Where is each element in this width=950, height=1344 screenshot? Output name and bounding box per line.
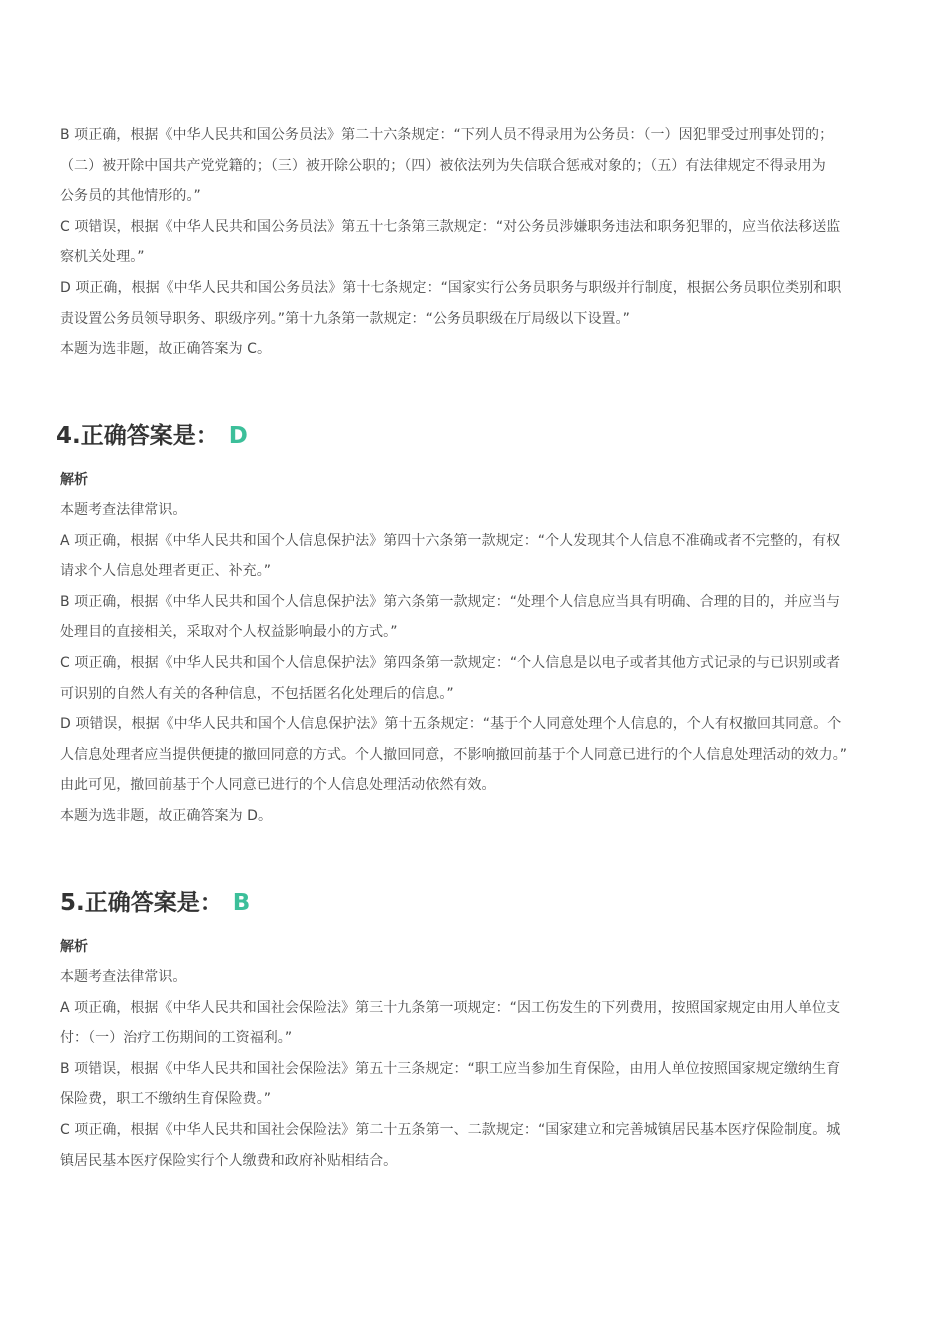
question-5-heading (60, 888, 250, 918)
paragraph-line: 责设置公务员领导职务、职级序列。”第十九条第一款规定：“公务员职级在厅局级以下设置。” (60, 310, 630, 327)
section-3-explanation (60, 120, 905, 365)
paragraph-line: 公务员的其他情形的。” (60, 188, 201, 205)
paragraph-line: 付：（一）治疗工伤期间的工资福利。” (60, 1030, 293, 1047)
paragraph-line: 镇居民基本医疗保险实行个人缴费和政府补贴相结合。 (60, 1152, 398, 1169)
heading-prefix: 5.正确答案是： (60, 890, 223, 916)
paragraph-line: D 项错误，根据《中华人民共和国个人信息保护法》第十五条规定：“基于个人同意处理个人信息的，个人有权撤回其同意。个 (60, 716, 842, 733)
analysis-label: 解析 (60, 939, 88, 955)
correct-answer: D (228, 423, 248, 449)
paragraph-line: 本题考查法律常识。 (60, 502, 187, 518)
paragraph-line: 保险费，职工不缴纳生育保险费。” (60, 1091, 272, 1108)
paragraph-line: C 项错误，根据《中华人民共和国公务员法》第五十七条第三款规定：“对公务员涉嫌职务违法和职务犯罪的，应当依法移送监 (60, 218, 841, 235)
paragraph-line: B 项正确，根据《中华人民共和国公务员法》第二十六条规定：“下列人员不得录用为公务员：（一）因犯罪受过刑事处罚的； (60, 127, 834, 143)
paragraph-line: 察机关处理。” (60, 249, 145, 266)
paragraph-line: C 项正确，根据《中华人民共和国个人信息保护法》第四条第一款规定：“个人信息是以电子或者其他方式记录的与已识别或者 (60, 654, 841, 671)
paragraph-line: A 项正确，根据《中华人民共和国社会保险法》第三十九条第一项规定：“因工伤发生的下列费用，按照国家规定由用人单位支 (60, 999, 841, 1016)
heading-prefix: 4.正确答案是： (56, 423, 219, 449)
analysis-label: 解析 (60, 472, 88, 488)
paragraph-line: （二）被开除中国共产党党籍的；（三）被开除公职的；（四）被依法列为失信联合惩戒对象的；（五）有法律规定不得录用为 (60, 157, 826, 174)
paragraph-line: C 项正确，根据《中华人民共和国社会保险法》第二十五条第一、二款规定：“国家建立和完善城镇居民基本医疗保险制度。城 (60, 1121, 841, 1138)
paragraph-line: 本题考查法律常识。 (60, 969, 187, 985)
paragraph-line: 可识别的自然人有关的各种信息，不包括匿名化处理后的信息。” (60, 685, 454, 702)
paragraph-line: B 项错误，根据《中华人民共和国社会保险法》第五十三条规定：“职工应当参加生育保险，由用人单位按照国家规定缴纳生育 (60, 1060, 841, 1077)
paragraph-line: A 项正确，根据《中华人民共和国个人信息保护法》第四十六条第一款规定：“个人发现其个人信息不准确或者不完整的，有权 (60, 532, 841, 549)
paragraph-line: 人信息处理者应当提供便捷的撤回同意的方式。个人撤回同意，不影响撤回前基于个人同意已进行的个人信息处理活动的效力。” (60, 746, 848, 763)
section-5-explanation (60, 962, 905, 1176)
paragraph-line: 处理目的直接相关，采取对个人权益影响最小的方式。” (60, 624, 398, 641)
paragraph-line: B 项正确，根据《中华人民共和国个人信息保护法》第六条第一款规定：“处理个人信息应当具有明确、合理的目的，并应当与 (60, 593, 841, 610)
paragraph-line: D 项正确，根据《中华人民共和国公务员法》第十七条规定：“国家实行公务员职务与职级并行制度，根据公务员职位类别和职 (60, 279, 842, 296)
paragraph-line: 本题为选非题，故正确答案为 C。 (60, 341, 272, 358)
paragraph-line: 请求个人信息处理者更正、补充。” (60, 563, 272, 580)
paragraph-line: 由此可见，撤回前基于个人同意已进行的个人信息处理活动依然有效。 (60, 777, 496, 794)
paragraph-line: 本题为选非题，故正确答案为 D。 (60, 807, 273, 824)
question-4-heading (56, 421, 248, 451)
correct-answer: B (232, 890, 251, 916)
section-4-explanation (60, 495, 905, 832)
